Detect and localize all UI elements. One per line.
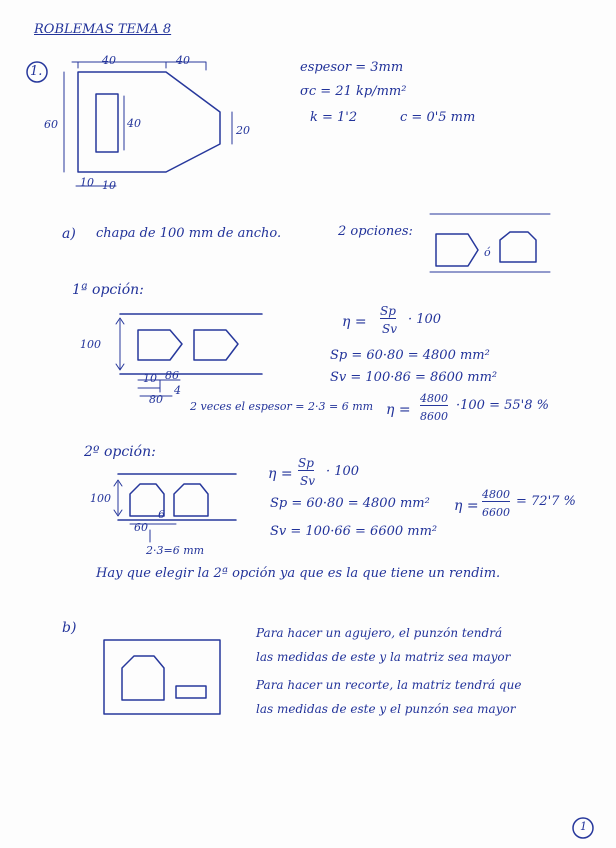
dim-inner: 40 bbox=[127, 117, 141, 130]
dim-top-left: 40 bbox=[102, 54, 116, 67]
option2-sp: Sp = 60·80 = 4800 mm² bbox=[270, 496, 430, 511]
b-text-4: las medidas de este y el punzón sea mayor bbox=[256, 702, 516, 716]
option2-eta-num: Sp bbox=[298, 456, 314, 470]
given-k: k = 1'2 bbox=[310, 110, 358, 125]
option2-dim2: 6 bbox=[158, 508, 165, 521]
a-label: a) bbox=[62, 226, 76, 242]
a-statement: chapa de 100 mm de ancho. bbox=[96, 226, 282, 241]
option2-res-lhs: η = bbox=[454, 498, 479, 514]
option2-eta-den: Sv bbox=[300, 474, 315, 488]
option1-strip bbox=[116, 314, 262, 396]
problem-number: 1. bbox=[30, 64, 43, 79]
option1-sp: Sp = 60·80 = 4800 mm² bbox=[330, 348, 490, 363]
b-text-3: Para hacer un recorte, la matriz tendrá que bbox=[256, 678, 522, 692]
dim-bottom-b: 10 bbox=[102, 179, 116, 192]
given-c: c = 0'5 mm bbox=[400, 110, 476, 125]
option2-eta-lhs: η = bbox=[268, 466, 293, 482]
option1-width: 100 bbox=[80, 338, 101, 351]
page-title: ROBLEMAS TEMA 8 bbox=[34, 22, 172, 37]
option2-eta-mult: · 100 bbox=[326, 464, 360, 479]
dim-right: 20 bbox=[236, 124, 250, 137]
option1-res-den: 8600 bbox=[420, 410, 448, 423]
option2-strip bbox=[114, 474, 236, 542]
option1-dim4: 80 bbox=[149, 393, 163, 406]
option1-res-rhs: ·100 = 55'8 % bbox=[456, 398, 549, 413]
option2-note: 2·3=6 mm bbox=[146, 544, 205, 557]
problem-number-circle bbox=[27, 62, 47, 82]
option-icons bbox=[430, 214, 550, 272]
option1-eta-mult: · 100 bbox=[408, 312, 442, 327]
b-text-2: las medidas de este y la matriz sea mayor bbox=[256, 650, 511, 664]
a-or: ó bbox=[484, 246, 491, 259]
option1-title: 1ª opción: bbox=[72, 282, 144, 298]
option1-res-lhs: η = bbox=[386, 402, 411, 418]
option1-res-num: 4800 bbox=[420, 392, 448, 405]
option1-dim3: 4 bbox=[174, 384, 181, 397]
a-options: 2 opciones: bbox=[338, 224, 413, 239]
option2-res-num: 4800 bbox=[482, 488, 510, 501]
option2-res-rhs: = 72'7 % bbox=[516, 494, 576, 509]
option2-sv: Sv = 100·66 = 6600 mm² bbox=[270, 524, 438, 539]
part-drawing-main bbox=[64, 62, 232, 186]
option2-title: 2º opción: bbox=[84, 444, 156, 460]
option2-res-den: 6600 bbox=[482, 506, 510, 519]
option1-sv: Sv = 100·86 = 8600 mm² bbox=[330, 370, 498, 385]
page-number: 1 bbox=[580, 820, 587, 833]
b-label: b) bbox=[62, 620, 77, 636]
given-thickness: espesor = 3mm bbox=[300, 60, 404, 75]
option1-eta-den: Sv bbox=[382, 322, 397, 336]
option1-note: 2 veces el espesor = 2·3 = 6 mm bbox=[190, 400, 374, 413]
given-stress: σc = 21 kp/mm² bbox=[300, 84, 407, 99]
option1-dim2: 86 bbox=[165, 369, 179, 382]
part-b-drawing bbox=[104, 640, 220, 714]
conclusion: Hay que elegir la 2ª opción ya que es la que tiene un rendim. bbox=[96, 566, 501, 581]
b-text-1: Para hacer un agujero, el punzón tendrá bbox=[256, 626, 503, 640]
option2-width: 100 bbox=[90, 492, 111, 505]
option1-eta-num: Sp bbox=[380, 304, 396, 318]
dim-bottom-a: 10 bbox=[80, 176, 94, 189]
option2-dim1: 60 bbox=[134, 521, 148, 534]
option1-dim1: 10 bbox=[143, 372, 157, 385]
option1-eta-lhs: η = bbox=[342, 314, 367, 330]
dim-height: 60 bbox=[44, 118, 58, 131]
dim-top-right: 40 bbox=[176, 54, 190, 67]
